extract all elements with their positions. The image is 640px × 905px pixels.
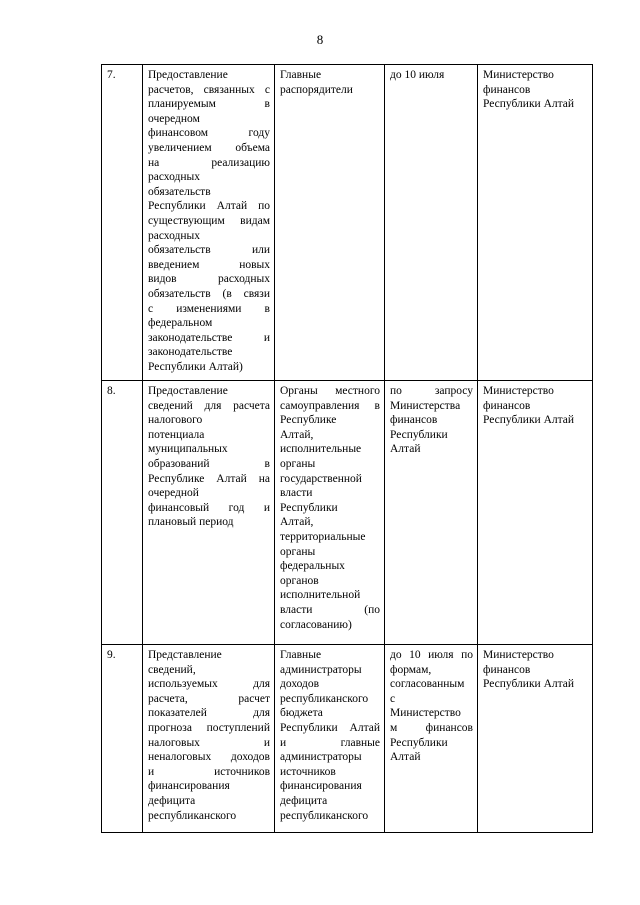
text-line: Республике: [280, 414, 337, 427]
text-line: дефицита: [280, 794, 328, 807]
text-line: Главные: [280, 69, 322, 81]
text-line: показателей для: [148, 707, 270, 720]
text-line: планируемым в: [148, 98, 270, 111]
text-line: финансовом году: [148, 127, 270, 140]
text-line: обязательств (в связи: [148, 287, 270, 300]
text-line: прогноза поступлений: [148, 721, 270, 734]
text-line: Алтай: [390, 443, 421, 456]
text-line: очередном: [148, 112, 200, 125]
text-line: потенциала: [148, 428, 205, 441]
text-line: Органы местного: [280, 385, 380, 397]
text-line: финансовый год и: [148, 501, 270, 514]
page-number: 8: [316, 32, 324, 47]
row-number: 7.: [102, 65, 143, 381]
text-line: Министерства: [390, 399, 461, 412]
text-line: финансирования: [148, 780, 230, 793]
text-line: Министерство: [390, 707, 461, 720]
text-line: самоуправления в: [280, 399, 380, 412]
text-line: Республики: [390, 736, 448, 749]
table-row: [102, 645, 593, 833]
text-line: Предоставление: [148, 69, 228, 81]
text-line: финансирования: [280, 780, 362, 793]
text-line: Республики Алтай): [148, 360, 243, 373]
text-line: источников: [280, 765, 336, 778]
responsible-cell: [275, 65, 385, 381]
text-line: исполнительные: [280, 443, 362, 456]
text-line: администраторы: [280, 663, 362, 676]
text-line: введением новых: [148, 258, 270, 271]
text-line: обязательств или: [148, 244, 270, 257]
text-line: согласованию): [280, 618, 352, 631]
description-cell: [143, 381, 275, 645]
row-number: 9.: [102, 645, 143, 833]
text-line: органов: [280, 574, 319, 587]
text-line: видов расходных: [148, 273, 270, 286]
text-line: и главные: [280, 736, 380, 749]
text-line: муниципальных: [148, 443, 228, 456]
deadline-cell: [385, 645, 478, 833]
text-line: Республики: [280, 501, 338, 514]
text-line: Предоставление: [148, 385, 228, 397]
text-line: с изменениями в: [148, 302, 270, 315]
description-cell: [143, 65, 275, 381]
text-line: Республике Алтай на: [148, 472, 270, 485]
text-line: органы: [280, 457, 316, 470]
text-line: бюджета: [280, 707, 323, 720]
text-line: Республики Алтай по: [148, 200, 270, 213]
text-line: Республики Алтай: [280, 721, 380, 734]
text-line: налогового: [148, 414, 203, 427]
deadline-cell: [385, 65, 478, 381]
text-line: федеральном: [148, 317, 213, 330]
text-line: Представление: [148, 649, 222, 661]
text-line: Алтай,: [280, 516, 314, 529]
text-line: увеличением объема: [148, 141, 270, 154]
text-line: расчетов, связанных с: [148, 83, 270, 96]
text-line: расходных: [148, 171, 201, 184]
text-line: Министерство: [483, 69, 554, 81]
text-line: по запросу: [390, 385, 473, 397]
table-body: [102, 65, 593, 833]
text-line: Министерство: [483, 649, 554, 661]
text-line: Алтай,: [280, 428, 314, 441]
text-line: исполнительной: [280, 589, 361, 602]
text-line: власти (по: [280, 603, 380, 616]
recipient-cell: [478, 65, 593, 381]
text-line: плановый период: [148, 516, 234, 529]
text-line: власти: [280, 487, 313, 500]
text-line: используемых для: [148, 678, 270, 691]
recipient-cell: [478, 381, 593, 645]
text-line: расходных: [148, 229, 201, 242]
text-line: финансов: [483, 663, 531, 676]
text-line: распорядители: [280, 83, 353, 96]
text-line: федеральных: [280, 560, 345, 573]
text-line: финансов: [483, 83, 531, 96]
text-line: Республики Алтай: [483, 414, 575, 427]
text-line: финансов: [390, 414, 438, 427]
text-line: органы: [280, 545, 316, 558]
deadline-cell: [385, 381, 478, 645]
text-line: м финансов: [390, 721, 473, 734]
text-line: финансов: [483, 399, 531, 412]
text-line: согласованным: [390, 678, 465, 691]
text-line: формам,: [390, 663, 432, 676]
text-line: Главные: [280, 649, 322, 661]
text-line: с: [390, 692, 396, 705]
text-line: территориальные: [280, 530, 366, 543]
text-line: республиканского: [148, 809, 237, 822]
text-line: республиканского: [280, 692, 369, 705]
responsible-cell: [275, 645, 385, 833]
text-line: республиканского: [280, 809, 369, 822]
text-line: доходов: [280, 678, 320, 691]
text-line: до 10 июля по: [390, 649, 473, 661]
text-line: Алтай: [390, 751, 421, 764]
text-line: Республики: [390, 428, 448, 441]
text-line: очередной: [148, 487, 199, 500]
text-line: сведений для расчета: [148, 399, 270, 412]
text-line: администраторы: [280, 751, 362, 764]
text-line: законодательстве: [148, 346, 233, 359]
text-line: сведений,: [148, 663, 196, 676]
text-line: расчета, расчет: [148, 692, 270, 705]
deadlines-table: [101, 64, 593, 833]
text-line: существующим видам: [148, 214, 270, 227]
text-line: обязательств: [148, 185, 211, 198]
text-line: Министерство: [483, 385, 554, 397]
text-line: Республики Алтай: [483, 678, 575, 691]
text-line: дефицита: [148, 794, 196, 807]
table-row: [102, 65, 593, 381]
text-line: на реализацию: [148, 156, 270, 169]
table-row: [102, 381, 593, 645]
description-cell: [143, 645, 275, 833]
text-line: и источников: [148, 765, 270, 778]
text-line: Республики Алтай: [483, 98, 575, 111]
text-line: государственной: [280, 472, 362, 485]
text-line: налоговых и: [148, 736, 270, 749]
text-line: неналоговых доходов: [148, 751, 270, 764]
text-line: до 10 июля: [390, 69, 445, 81]
row-number: 8.: [102, 381, 143, 645]
text-line: законодательстве и: [148, 331, 270, 344]
recipient-cell: [478, 645, 593, 833]
responsible-cell: [275, 381, 385, 645]
text-line: образований в: [148, 457, 270, 470]
